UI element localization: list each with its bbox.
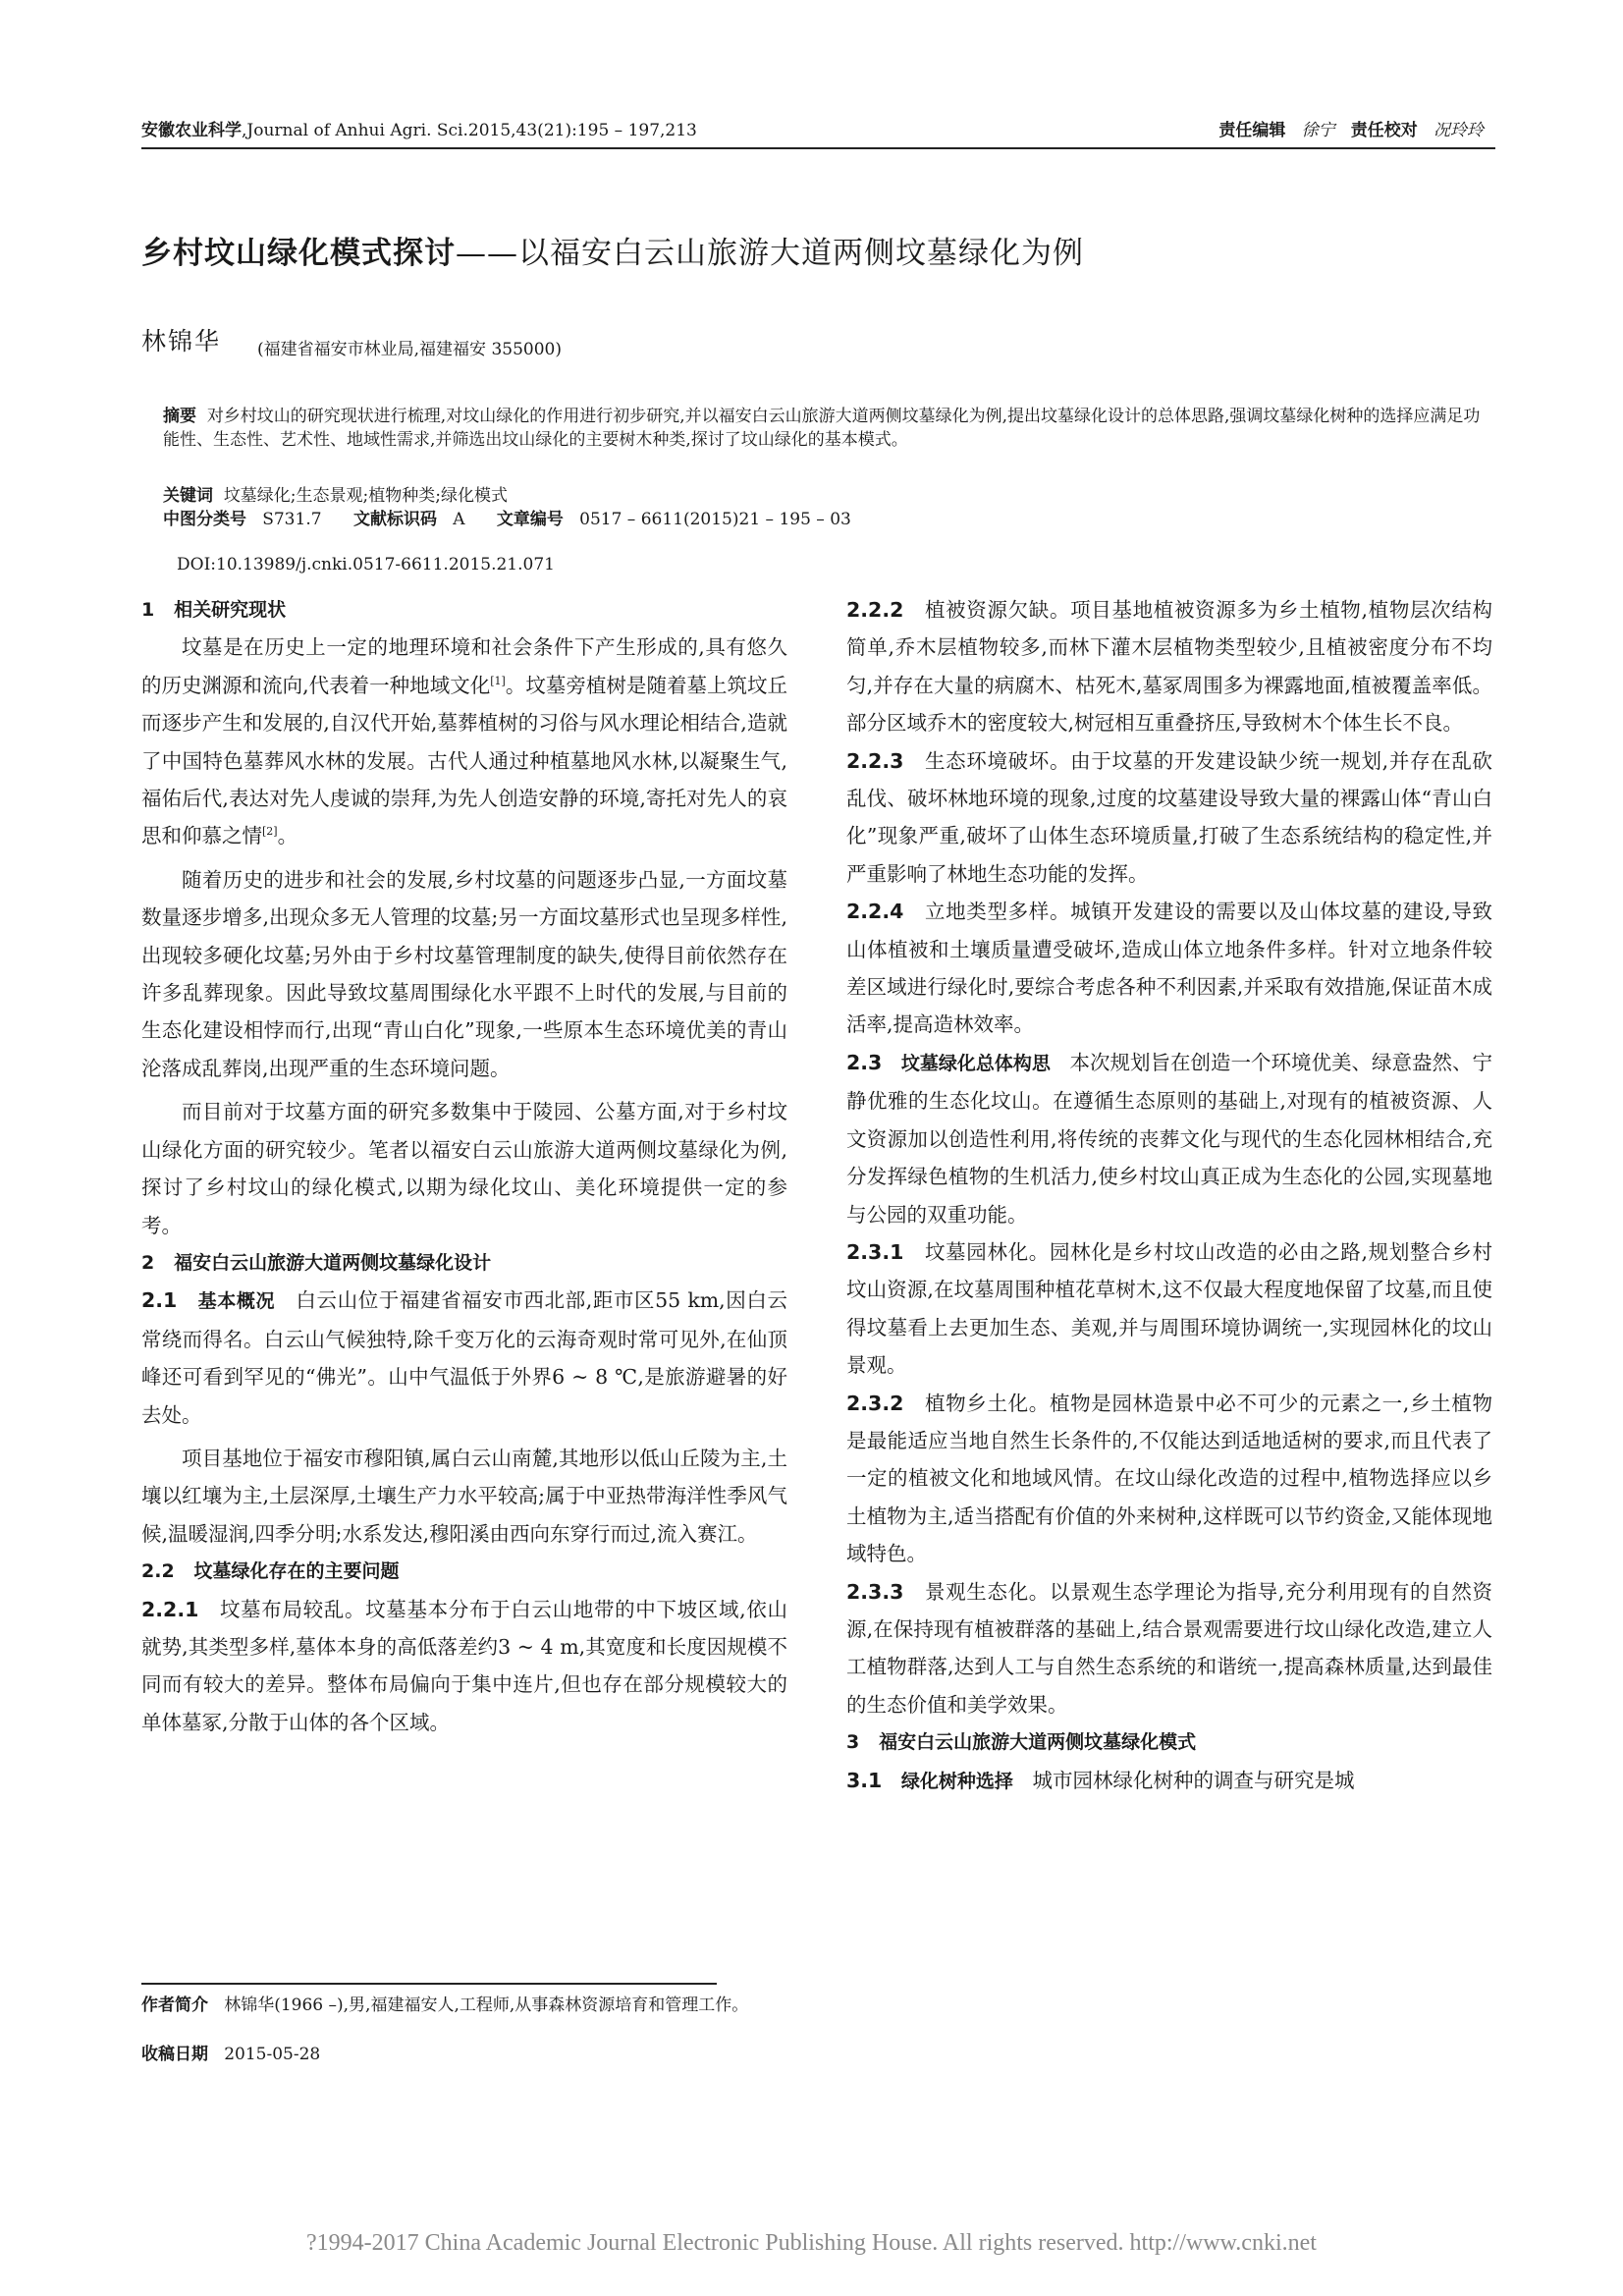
header-rule: [141, 147, 1495, 149]
footnote-rule: [141, 1983, 717, 1985]
received-date: [141, 2043, 789, 2066]
doi: DOI:10.13989/j.cnki.0517-6611.2015.21.071: [177, 555, 555, 574]
editor-name: 徐宁: [1301, 121, 1335, 140]
paragraph: 2.2.3 生态环境破坏。由于坟墓的开发建设缺少统一规划,并存在乱砍乱伐、破坏林地环境的现象,过度的坟墓建设导致大量的裸露山体“青山白化”现象严重,破坏了山体生态环境质量,打破了生态系统结构的稳定性,并严重影响了林地生态功能的发挥。: [846, 748, 1492, 886]
paragraph: 2.3 坟墓绿化总体构思 本次规划旨在创造一个环境优美、绿意盎然、宁静优雅的生态化坟山。在遵循生态原则的基础上,对现有的植被资源、人文资源加以创造性利用,将传统的丧葬文化与现代的生态化园林相结合,充分发挥绿色植物的生机活力,使乡村坟山真正成为生态化的公园,实现墓地与公园的双重功能。: [846, 1050, 1492, 1227]
doc-code-value: A: [453, 510, 465, 529]
proof-label: 责任校对: [1350, 121, 1418, 140]
author-name: 林锦华: [141, 327, 222, 355]
clc-label: 中图分类号: [163, 510, 246, 529]
keywords-label: 关键词: [163, 486, 213, 506]
citation-ref: [1]: [490, 674, 506, 687]
bio-label: 作者简介: [141, 1995, 208, 2015]
section-heading: 1 相关研究现状: [141, 599, 287, 621]
running-header-right: [1218, 116, 1484, 140]
clc-value: S731.7: [262, 510, 322, 529]
section-heading: 3 福安白云山旅游大道两侧坟墓绿化模式: [846, 1731, 1197, 1754]
paragraph: 2.2.2 植被资源欠缺。项目基地植被资源多为乡土植物,植物层次结构简单,乔木层植物较多,而林下灌木层植物类型较少,且植被密度分布不均匀,并存在大量的病腐木、枯死木,墓冢周围多为裸露地面,植被覆盖率低。部分区域乔木的密度较大,树冠相互重叠挤压,导致树木个体生长不良。: [846, 598, 1492, 736]
journal-citation: ,Journal of Anhui Agri. Sci.2015,43(21):195 – 197,213: [242, 121, 697, 140]
bio-text: 林锦华(1966 –),男,福建福安人,工程师,从事森林资源培育和管理工作。: [224, 1995, 749, 2015]
paper-title: [141, 228, 1084, 272]
keywords: [163, 484, 1490, 508]
doc-code-label: 文献标识码: [352, 510, 437, 529]
keywords-text: 坟墓绿化;生态景观;植物种类;绿化模式: [223, 486, 508, 506]
paragraph: 随着历史的进步和社会的发展,乡村坟墓的问题逐步凸显,一方面坟墓数量逐步增多,出现众多无人管理的坟墓;另一方面坟墓形式也呈现多样性,出现较多硬化坟墓;另外由于乡村坟墓管理制度的缺失,使得目前依然存在许多乱葬现象。因此导致坟墓周围绿化水平跟不上时代的发展,与目前的生态化建设相悖而行,出现“青山白化”现象,一些原本生态环境优美的青山沦落成乱葬岗,出现严重的生态环境问题。: [141, 867, 787, 1080]
journal-name: 安徽农业科学: [141, 121, 242, 140]
copyright-footer: ?1994-2017 China Academic Journal Electronic Publishing House. All rights reserved. http://www.cnki.net: [306, 2230, 1317, 2256]
abstract: [163, 405, 1490, 452]
abstract-label: 摘要: [163, 407, 196, 426]
subsection-heading: 2.2 坟墓绿化存在的主要问题: [141, 1560, 400, 1583]
citation-ref: [2]: [262, 825, 278, 839]
body-column-right: [846, 591, 1492, 1800]
paragraph: 2.3.3 景观生态化。以景观生态学理论为指导,充分利用现有的自然资源,在保持现有植被群落的基础上,结合景观需要进行坟山绿化改造,建立人工植物群落,达到人工与自然生态系统的和谐统一,提高森林质量,达到最佳的生态价值和美学效果。: [846, 1579, 1492, 1717]
section-heading: 2 福安白云山旅游大道两侧坟墓绿化设计: [141, 1251, 492, 1274]
paragraph: 2.3.2 植物乡土化。植物是园林造景中必不可少的元素之一,乡土植物是最能适应当地自然生长条件的,不仅能达到适地适树的要求,而且代表了一定的植被文化和地域风情。在坟山绿化改造的过程中,植物选择应以乡土植物为主,适当搭配有价值的外来树种,这样既可以节约资金,又能体现地域特色。: [846, 1391, 1492, 1566]
body-column-left: [141, 591, 787, 1741]
article-no-label: 文章编号: [496, 510, 564, 529]
title-sub: ——以福安白云山旅游大道两侧坟墓绿化为例: [456, 236, 1084, 271]
paragraph: 3.1 绿化树种选择 城市园林绿化树种的调查与研究是城: [846, 1768, 1355, 1792]
paragraph: 2.2.4 立地类型多样。城镇开发建设的需要以及山体坟墓的建设,导致山体植被和土壤质量遭受破坏,造成山体立地条件多样。针对立地条件较差区域进行绿化时,要综合考虑各种不利因素,并采取有效措施,保证苗木成活率,提高造林效率。: [846, 900, 1492, 1037]
title-main: 乡村坟山绿化模式探讨: [141, 236, 456, 271]
author-bio: [141, 1994, 789, 2017]
paragraph: 2.1 基本概况 白云山位于福建省福安市西北部,距市区55 km,因白云常绕而得名。白云山气候独特,除千变万化的云海奇观时常可见外,在仙顶峰还可看到罕见的“佛光”。山中气温低于外界6 ~ 8 ℃,是旅游避暑的好去处。: [141, 1288, 787, 1427]
paragraph: 2.3.1 坟墓园林化。园林化是乡村坟山改造的必由之路,规划整合乡村坟山资源,在坟墓周围种植花草树木,这不仅最大程度地保留了坟墓,而且使得坟墓看上去更加生态、美观,并与周围环境协调统一,实现园林化的坟山景观。: [846, 1239, 1492, 1378]
date-value: 2015-05-28: [224, 2045, 321, 2064]
paragraph: 坟墓是在历史上一定的地理环境和社会条件下产生形成的,具有悠久的历史渊源和流向,代表着一种地域文化[1]。坟墓旁植树是随着墓上筑坟丘而逐步产生和发展的,自汉代开始,墓葬植树的习俗与风水理论相结合,造就了中国特色墓葬风水林的发展。古代人通过种植墓地风水林,以凝聚生气,福佑后代,表达对先人虔诚的崇拜,为先人创造安静的环境,寄托对先人的哀思和仰慕之情[2]。: [141, 635, 788, 848]
article-no-value: 0517 – 6611(2015)21 – 195 – 03: [579, 510, 851, 529]
classification-line: [163, 508, 1490, 531]
date-label: 收稿日期: [141, 2045, 208, 2064]
author-affiliation: (福建省福安市林业局,福建福安 355000): [257, 340, 562, 359]
paragraph: 2.2.1 坟墓布局较乱。坟墓基本分布于白云山地带的中下坡区域,依山就势,其类型多样,墓体本身的高低落差约3 ~ 4 m,其宽度和长度因规模不同而有较大的差异。整体布局偏向于集中连片,但也存在部分规模较大的单体墓冢,分散于山体的各个区域。: [141, 1597, 787, 1734]
editor-label: 责任编辑: [1218, 121, 1286, 140]
running-header-left: [141, 116, 697, 140]
paragraph: 项目基地位于福安市穆阳镇,属白云山南麓,其地形以低山丘陵为主,土壤以红壤为主,土层深厚,土壤生产力水平较高;属于中亚热带海洋性季风气候,温暖湿润,四季分明;水系发达,穆阳溪由西向东穿行而过,流入赛江。: [141, 1446, 787, 1546]
proof-name: 况玲玲: [1434, 121, 1484, 140]
paragraph: 而目前对于坟墓方面的研究多数集中于陵园、公墓方面,对于乡村坟山绿化方面的研究较少。笔者以福安白云山旅游大道两侧坟墓绿化为例,探讨了乡村坟山的绿化模式,以期为绿化坟山、美化环境提供一定的参考。: [141, 1100, 787, 1237]
abstract-text: 对乡村坟山的研究现状进行梳理,对坟山绿化的作用进行初步研究,并以福安白云山旅游大道两侧坟墓绿化为例,提出坟墓绿化设计的总体思路,强调坟墓绿化树种的选择应满足功能性、生态性、艺术性、地域性需求,并筛选出坟山绿化的主要树木种类,探讨了坟山绿化的基本模式。: [163, 407, 1481, 450]
